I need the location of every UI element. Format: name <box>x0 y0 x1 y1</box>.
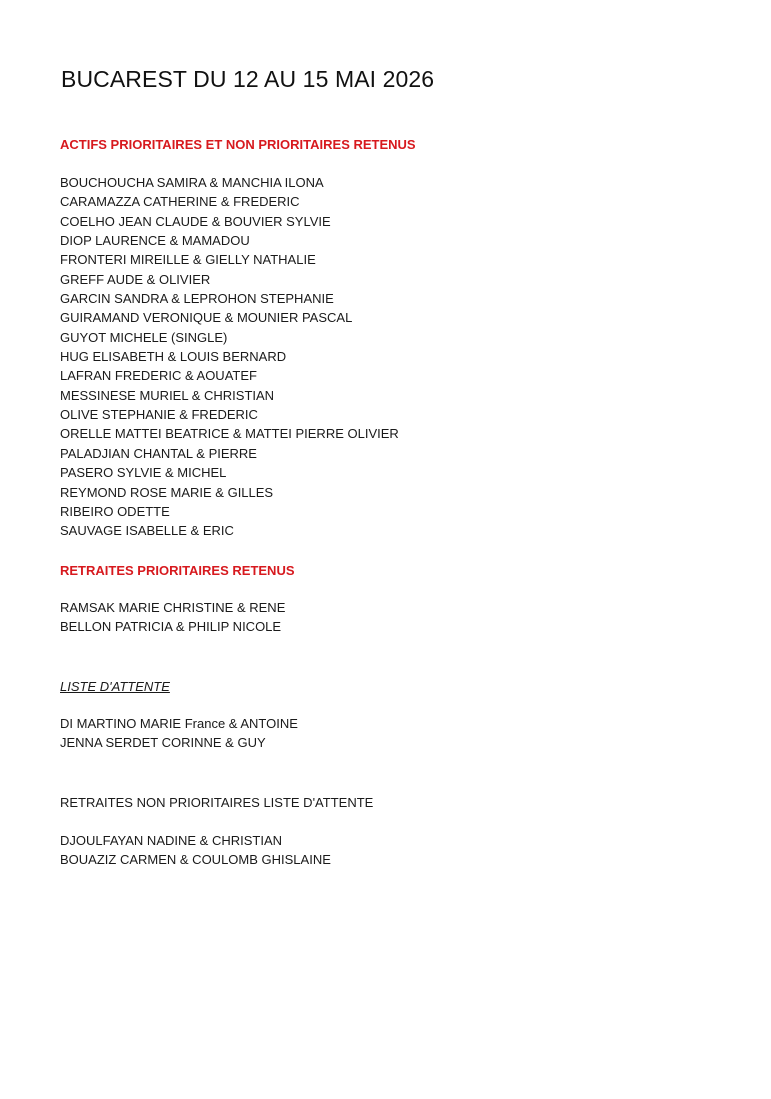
list-item: DJOULFAYAN NADINE & CHRISTIAN <box>60 833 282 848</box>
list-item: OLIVE STEPHANIE & FREDERIC <box>60 407 258 423</box>
list-item: REYMOND ROSE MARIE & GILLES <box>60 484 274 500</box>
section-liste-attente <box>60 677 740 753</box>
list-item: BOUCHOUCHA SAMIRA & MANCHIA ILONA <box>60 175 324 190</box>
list-item: BELLON PATRICIA & PHILIP NICOLE <box>60 619 282 635</box>
names-list-attente <box>60 714 740 753</box>
list-item: DI MARTINO MARIE France & ANTOINE <box>60 716 298 731</box>
section-heading-liste-attente: LISTE D'ATTENTE <box>60 679 170 694</box>
list-item: FRONTERI MIREILLE & GIELLY NATHALIE <box>60 252 316 268</box>
page-title: BUCAREST DU 12 AU 15 MAI 2026 <box>61 66 435 92</box>
section-heading-retraites-attente: RETRAITES NON PRIORITAIRES LISTE D'ATTENTE <box>60 795 374 810</box>
list-item: LAFRAN FREDERIC & AOUATEF <box>60 368 257 384</box>
section-retraites-retenus <box>60 561 740 637</box>
section-actifs-retenus <box>60 135 740 541</box>
section-heading-actifs: ACTIFS PRIORITAIRES ET NON PRIORITAIRES RETENUS <box>60 137 416 152</box>
list-item: SAUVAGE ISABELLE & ERIC <box>60 523 234 539</box>
list-item: CARAMAZZA CATHERINE & FREDERIC <box>60 194 300 210</box>
list-item: RAMSAK MARIE CHRISTINE & RENE <box>60 600 286 615</box>
section-retraites-liste-attente <box>60 793 740 870</box>
list-item: HUG ELISABETH & LOUIS BERNARD <box>60 349 287 365</box>
list-item: PASERO SYLVIE & MICHEL <box>60 465 227 481</box>
list-item: BOUAZIZ CARMEN & COULOMB GHISLAINE <box>60 852 331 868</box>
list-item: RIBEIRO ODETTE <box>60 503 170 519</box>
list-item: DIOP LAURENCE & MAMADOU <box>60 233 250 249</box>
section-heading-retraites: RETRAITES PRIORITAIRES RETENUS <box>60 563 295 578</box>
list-item: GUYOT MICHELE (SINGLE) <box>60 329 228 345</box>
list-item: MESSINESE MURIEL & CHRISTIAN <box>60 387 275 403</box>
list-item: JENNA SERDET CORINNE & GUY <box>60 735 266 751</box>
names-list-retraites-attente <box>60 831 740 870</box>
names-list-retraites <box>60 598 740 637</box>
list-item: COELHO JEAN CLAUDE & BOUVIER SYLVIE <box>60 213 331 229</box>
list-item: ORELLE MATTEI BEATRICE & MATTEI PIERRE OLIVIER <box>60 426 399 442</box>
names-list-actifs <box>60 173 740 541</box>
list-item: GARCIN SANDRA & LEPROHON STEPHANIE <box>60 291 334 307</box>
list-item: GUIRAMAND VERONIQUE & MOUNIER PASCAL <box>60 310 353 326</box>
list-item: GREFF AUDE & OLIVIER <box>60 271 211 287</box>
list-item: PALADJIAN CHANTAL & PIERRE <box>60 445 257 461</box>
